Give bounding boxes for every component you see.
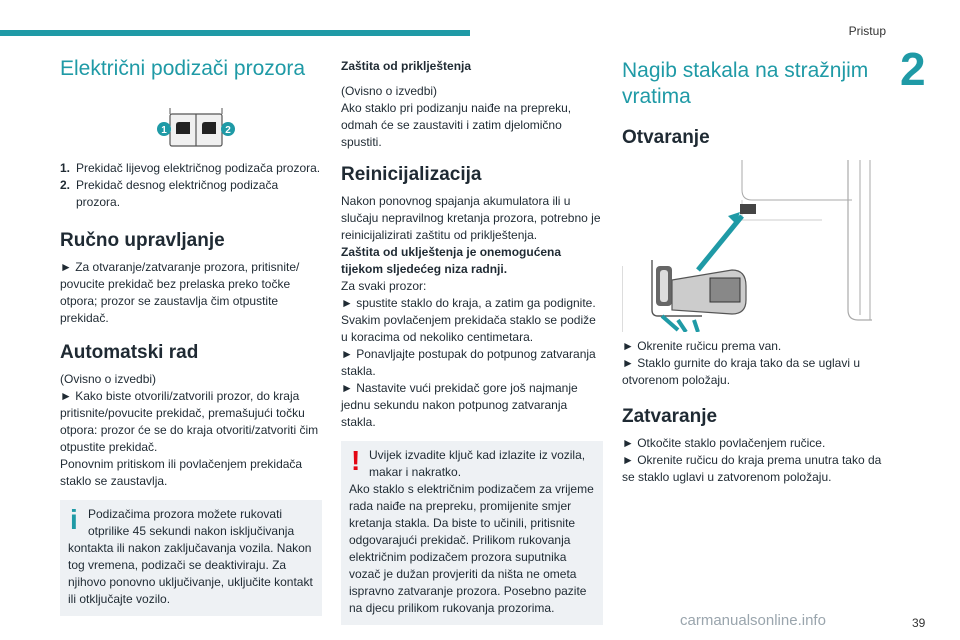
list-text: Prekidač lijevog električnog podizača prozora. xyxy=(76,161,321,175)
list-number: 2. xyxy=(60,178,71,192)
list-item xyxy=(60,160,322,177)
closing-heading: Zatvaranje xyxy=(622,406,718,427)
warning-box xyxy=(341,441,603,625)
column-2 xyxy=(341,56,603,625)
rear-window-title: Nagib stakala na stražnjim vratima xyxy=(622,59,869,108)
reinit-step: ► Nastavite vući prekidač gore još najmanje jednu sekundu nakon potpunog zatvaranja stakla. xyxy=(341,381,578,429)
auto-stop-text: Ponovnim pritiskom ili povlačenjem prekidača staklo se zaustavlja. xyxy=(60,457,303,488)
list-text: Prekidač desnog električnog podizača prozora. xyxy=(76,178,279,209)
opening-step: ► Staklo gurnite do kraja tako da se uglavi u otvorenom položaju. xyxy=(622,356,861,387)
warning-text: Ako staklo s električnim podizačem za vrijeme rada naiđe na prepreku, promijenite smjer kretanja stakla. Da biste to učinili, pritisnite odgovarajući prekidač. Prilikom rukovanja električnim podizačem prozora suputnika vozač je dužan provjeriti da ništa ne ometa ispravno zatvaranje prozora. Posebno pazite na djecu prilikom rukovanja prozorima. xyxy=(349,482,594,615)
reinit-warning: Zaštita od uklještenja je onemogućena tijekom sljedećeg niza radnji. xyxy=(341,245,562,276)
reinit-heading: Reinicijalizacija xyxy=(341,164,482,185)
automatic-operation-heading: Automatski rad xyxy=(60,342,199,363)
switch-illustration xyxy=(156,108,236,148)
switch-label-1: 1 xyxy=(161,125,167,136)
auto-variant-note: (Ovisno o izvedbi) xyxy=(60,372,157,386)
reinit-intro: Nakon ponovnog spajanja akumulatora ili u slučaju nepravilnog kretanja prozora, potrebno je reinicijalizirati zaštitu od priklještenja. xyxy=(341,194,601,242)
switch-list xyxy=(60,160,322,211)
info-lead: Podizačima prozora možete rukovati otprilike 45 sekundi nakon isključivanja xyxy=(88,507,295,538)
auto-text: ► Kako biste otvorili/zatvorili prozor, do kraja pritisnite/povucite prekidač, premašujući točku otpora: prozor će se do kraja otvoriti/zatvoriti čim otpustite prekidač. xyxy=(60,389,319,454)
header-accent-bar xyxy=(0,30,470,36)
manual-operation-heading: Ručno upravljanje xyxy=(60,230,225,251)
anti-pinch-heading: Zaštita od priklještenja xyxy=(341,59,472,73)
column-3 xyxy=(622,56,884,486)
info-box xyxy=(60,500,322,616)
page-number: 39 xyxy=(912,616,926,630)
window-lifts-title: Električni podizači prozora xyxy=(60,57,306,80)
closing-step: ► Otkočite staklo povlačenjem ručice. xyxy=(622,436,826,450)
window-switch-icon xyxy=(156,108,236,148)
list-item xyxy=(60,177,322,211)
opening-heading: Otvaranje xyxy=(622,127,710,148)
list-number: 1. xyxy=(60,161,71,175)
switch-label-2: 2 xyxy=(225,125,231,136)
anti-pinch-variant: (Ovisno o izvedbi) xyxy=(341,84,438,98)
closing-step: ► Okrenite ručicu do kraja prema unutra tako da se staklo uglavi u zatvorenom položaju. xyxy=(622,453,882,484)
reinit-step: ► spustite staklo do kraja, a zatim ga podignite. Svakim povlačenjem prekidača staklo se podiže u koracima od nekoliko centimetara. xyxy=(341,296,596,344)
column-1 xyxy=(60,56,322,616)
reinit-step: ► Ponavljajte postupak do potpunog zatvaranja stakla. xyxy=(341,347,596,378)
chapter-number: 2 xyxy=(900,43,926,95)
info-text: kontakta ili nakon zaključavanja vozila. Nakon tog vremena, podizači se deaktiviraju. Za njihovo ponovno uključivanje, uključite kontakt ili otključajte vozilo. xyxy=(68,541,313,606)
section-title: Pristup xyxy=(848,24,886,38)
warning-icon: ! xyxy=(351,445,361,476)
info-icon: i xyxy=(70,504,78,535)
anti-pinch-text: Ako staklo pri podizanju naiđe na prepreku, odmah će se zaustaviti i zatim djelomično spustiti. xyxy=(341,101,572,149)
opening-step: ► Okrenite ručicu prema van. xyxy=(622,339,782,353)
warning-lead: Uvijek izvadite ključ kad izlazite iz vozila, makar i nakratko. xyxy=(369,448,586,479)
rear-window-latch-icon xyxy=(622,160,884,332)
manual-operation-text: ► Za otvaranje/zatvaranje prozora, pritisnite/ povucite prekidač bez prelaska preko točke otpora; prozor se zaustavlja čim otpustite prekidač. xyxy=(60,260,300,325)
watermark: carmanualsonline.info xyxy=(680,612,826,629)
reinit-step: Za svaki prozor: xyxy=(341,279,427,293)
rear-window-illustration xyxy=(622,160,884,332)
